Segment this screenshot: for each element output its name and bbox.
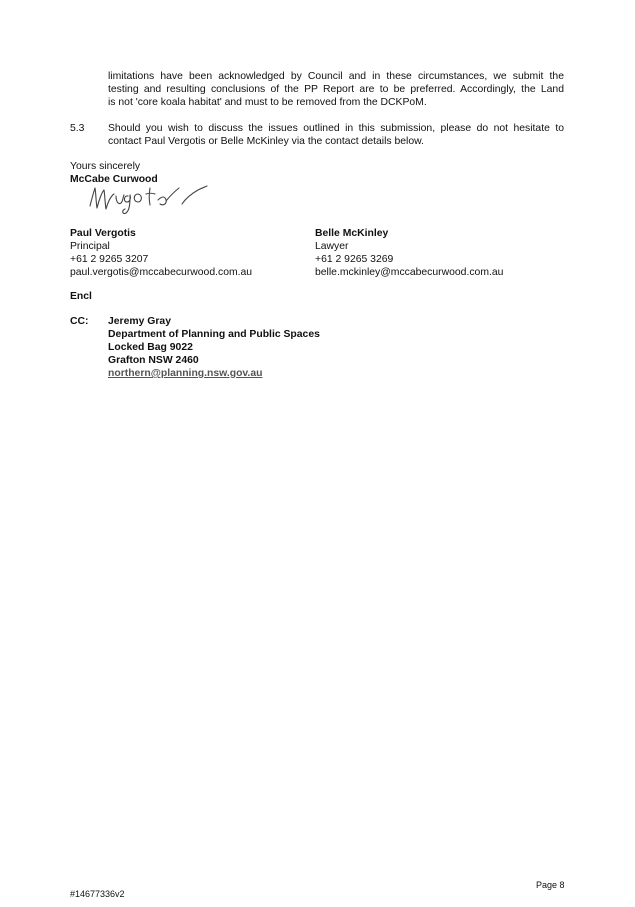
signatory-belle — [315, 227, 503, 279]
cc-email-link[interactable]: northern@planning.nsw.gov.au — [108, 368, 263, 379]
signatory-phone: +61 2 9265 3207 — [70, 254, 149, 265]
signatory-paul — [70, 227, 252, 279]
paragraph-number: 5.3 — [70, 123, 85, 134]
cc-line: Jeremy Gray — [108, 316, 171, 327]
signatory-phone: +61 2 9265 3269 — [315, 254, 394, 265]
closing-salutation: Yours sincerely — [70, 161, 141, 172]
document-reference: #14677336v2 — [70, 889, 125, 899]
signature-image — [86, 182, 221, 218]
paragraph-5-3 — [108, 122, 564, 148]
cc-line: Grafton NSW 2460 — [108, 355, 199, 366]
signatory-email: paul.vergotis@mccabecurwood.com.au — [70, 267, 253, 278]
cc-label: CC: — [70, 316, 89, 327]
signatory-email: belle.mckinley@mccabecurwood.com.au — [315, 267, 504, 278]
firm-name: McCabe Curwood — [70, 174, 158, 185]
signatory-title: Principal — [70, 241, 110, 252]
signatory-name: Belle McKinley — [315, 228, 389, 239]
paragraph-line: contact Paul Vergotis or Belle McKinley via the contact details below. — [108, 136, 424, 147]
signatory-name: Paul Vergotis — [70, 228, 136, 239]
signatory-title: Lawyer — [315, 241, 349, 252]
cc-line: Department of Planning and Public Spaces — [108, 329, 320, 340]
paragraph-continued — [108, 70, 564, 109]
paragraph-line: testing and resulting conclusions of the PP Report are to be preferred. Accordingly, the Land — [108, 84, 564, 95]
paragraph-line: Should you wish to discuss the issues outlined in this submission, please do not hesitate to — [108, 123, 564, 134]
enclosure-label: Encl — [70, 291, 92, 302]
paragraph-line: limitations have been acknowledged by Council and in these circumstances, we submit the — [108, 71, 564, 82]
cc-recipient — [108, 315, 320, 380]
cc-line: Locked Bag 9022 — [108, 342, 193, 353]
paragraph-line: is not 'core koala habitat' and must to be removed from the DCKPoM. — [108, 97, 427, 108]
page-number: Page 8 — [536, 880, 565, 890]
